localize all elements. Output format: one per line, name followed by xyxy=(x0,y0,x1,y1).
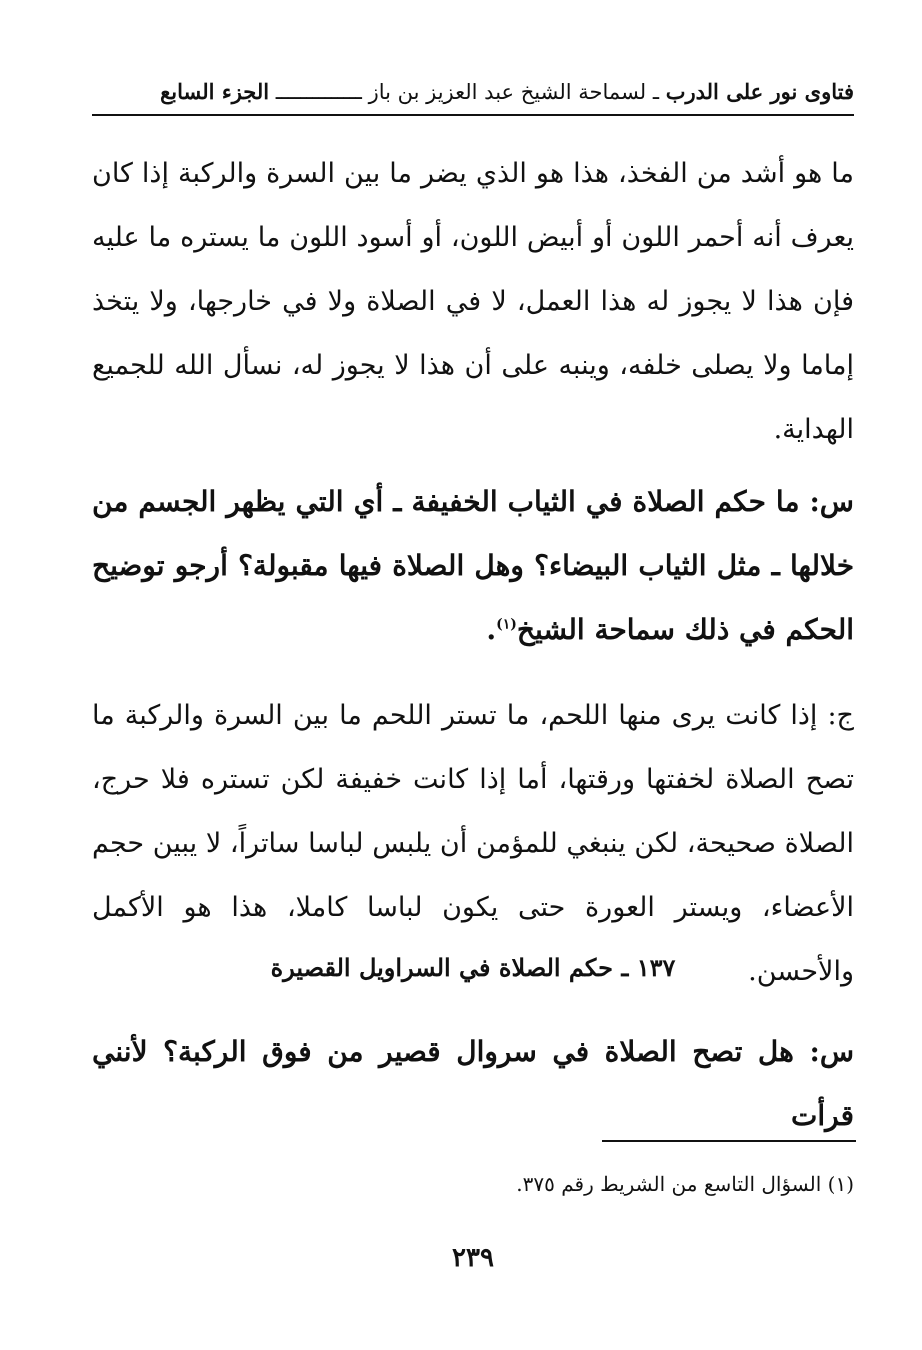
footnote: (١) السؤال التاسع من الشريط رقم ٣٧٥. xyxy=(516,1172,854,1196)
footnote-divider xyxy=(602,1140,856,1142)
question-1-end: . xyxy=(486,613,497,646)
header-rule: ــــــــــــــ xyxy=(269,80,369,104)
footnote-ref: (١) xyxy=(496,616,517,633)
question-2: س: هل تصح الصلاة في سروال قصير من فوق الركبة؟ لأنني قرأت xyxy=(92,1035,854,1132)
answer-1: ج: إذا كانت يرى منها اللحم، ما تستر اللحم ما بين السرة والركبة ما تصح الصلاة لخفتها ورقتها، أما إذا كانت خفيفة لكن تستره فلا حرج، الصلاة صحيحة، لكن ينبغي للمؤمن أن يلبس لباسا ساتراً، لا يبين حجم الأعضاء، ويستر العورة حتى يكون لباسا كاملا، هذا هو الأكمل والأحسن. xyxy=(92,700,854,987)
page-number: ٢٣٩ xyxy=(452,1243,494,1273)
header-book-title: فتاوى نور على الدرب xyxy=(665,79,854,104)
question-1-text: س: ما حكم الصلاة في الثياب الخفيفة ـ أي التي يظهر الجسم من خلالها ـ مثل الثياب البيضاء؟ وهل الصلاة فيها مقبولة؟ أرجو توضيح الحكم في ذلك سماحة الشيخ xyxy=(92,485,854,646)
section-title: ١٣٧ ـ حكم الصلاة في السراويل القصيرة xyxy=(270,953,676,982)
header-volume: الجزء السابع xyxy=(160,79,270,104)
header-author: لسماحة الشيخ عبد العزيز بن باز xyxy=(368,80,647,104)
question-1 xyxy=(92,470,854,662)
header-separator: ـ xyxy=(646,80,666,104)
running-header xyxy=(92,74,854,116)
paragraph-continuation: ما هو أشد من الفخذ، هذا هو الذي يضر ما بين السرة والركبة إذا كان يعرف أنه أحمر اللون أو أبيض اللون، أو أسود اللون ما يستره ما عليه فإن هذا لا يجوز له هذا العمل، لا في الصلاة ولا في خارجها، ولا يتخذ إماما ولا يصلى خلفه، وينبه على أن هذا لا يجوز له، نسأل الله للجميع الهداية. xyxy=(92,158,854,445)
